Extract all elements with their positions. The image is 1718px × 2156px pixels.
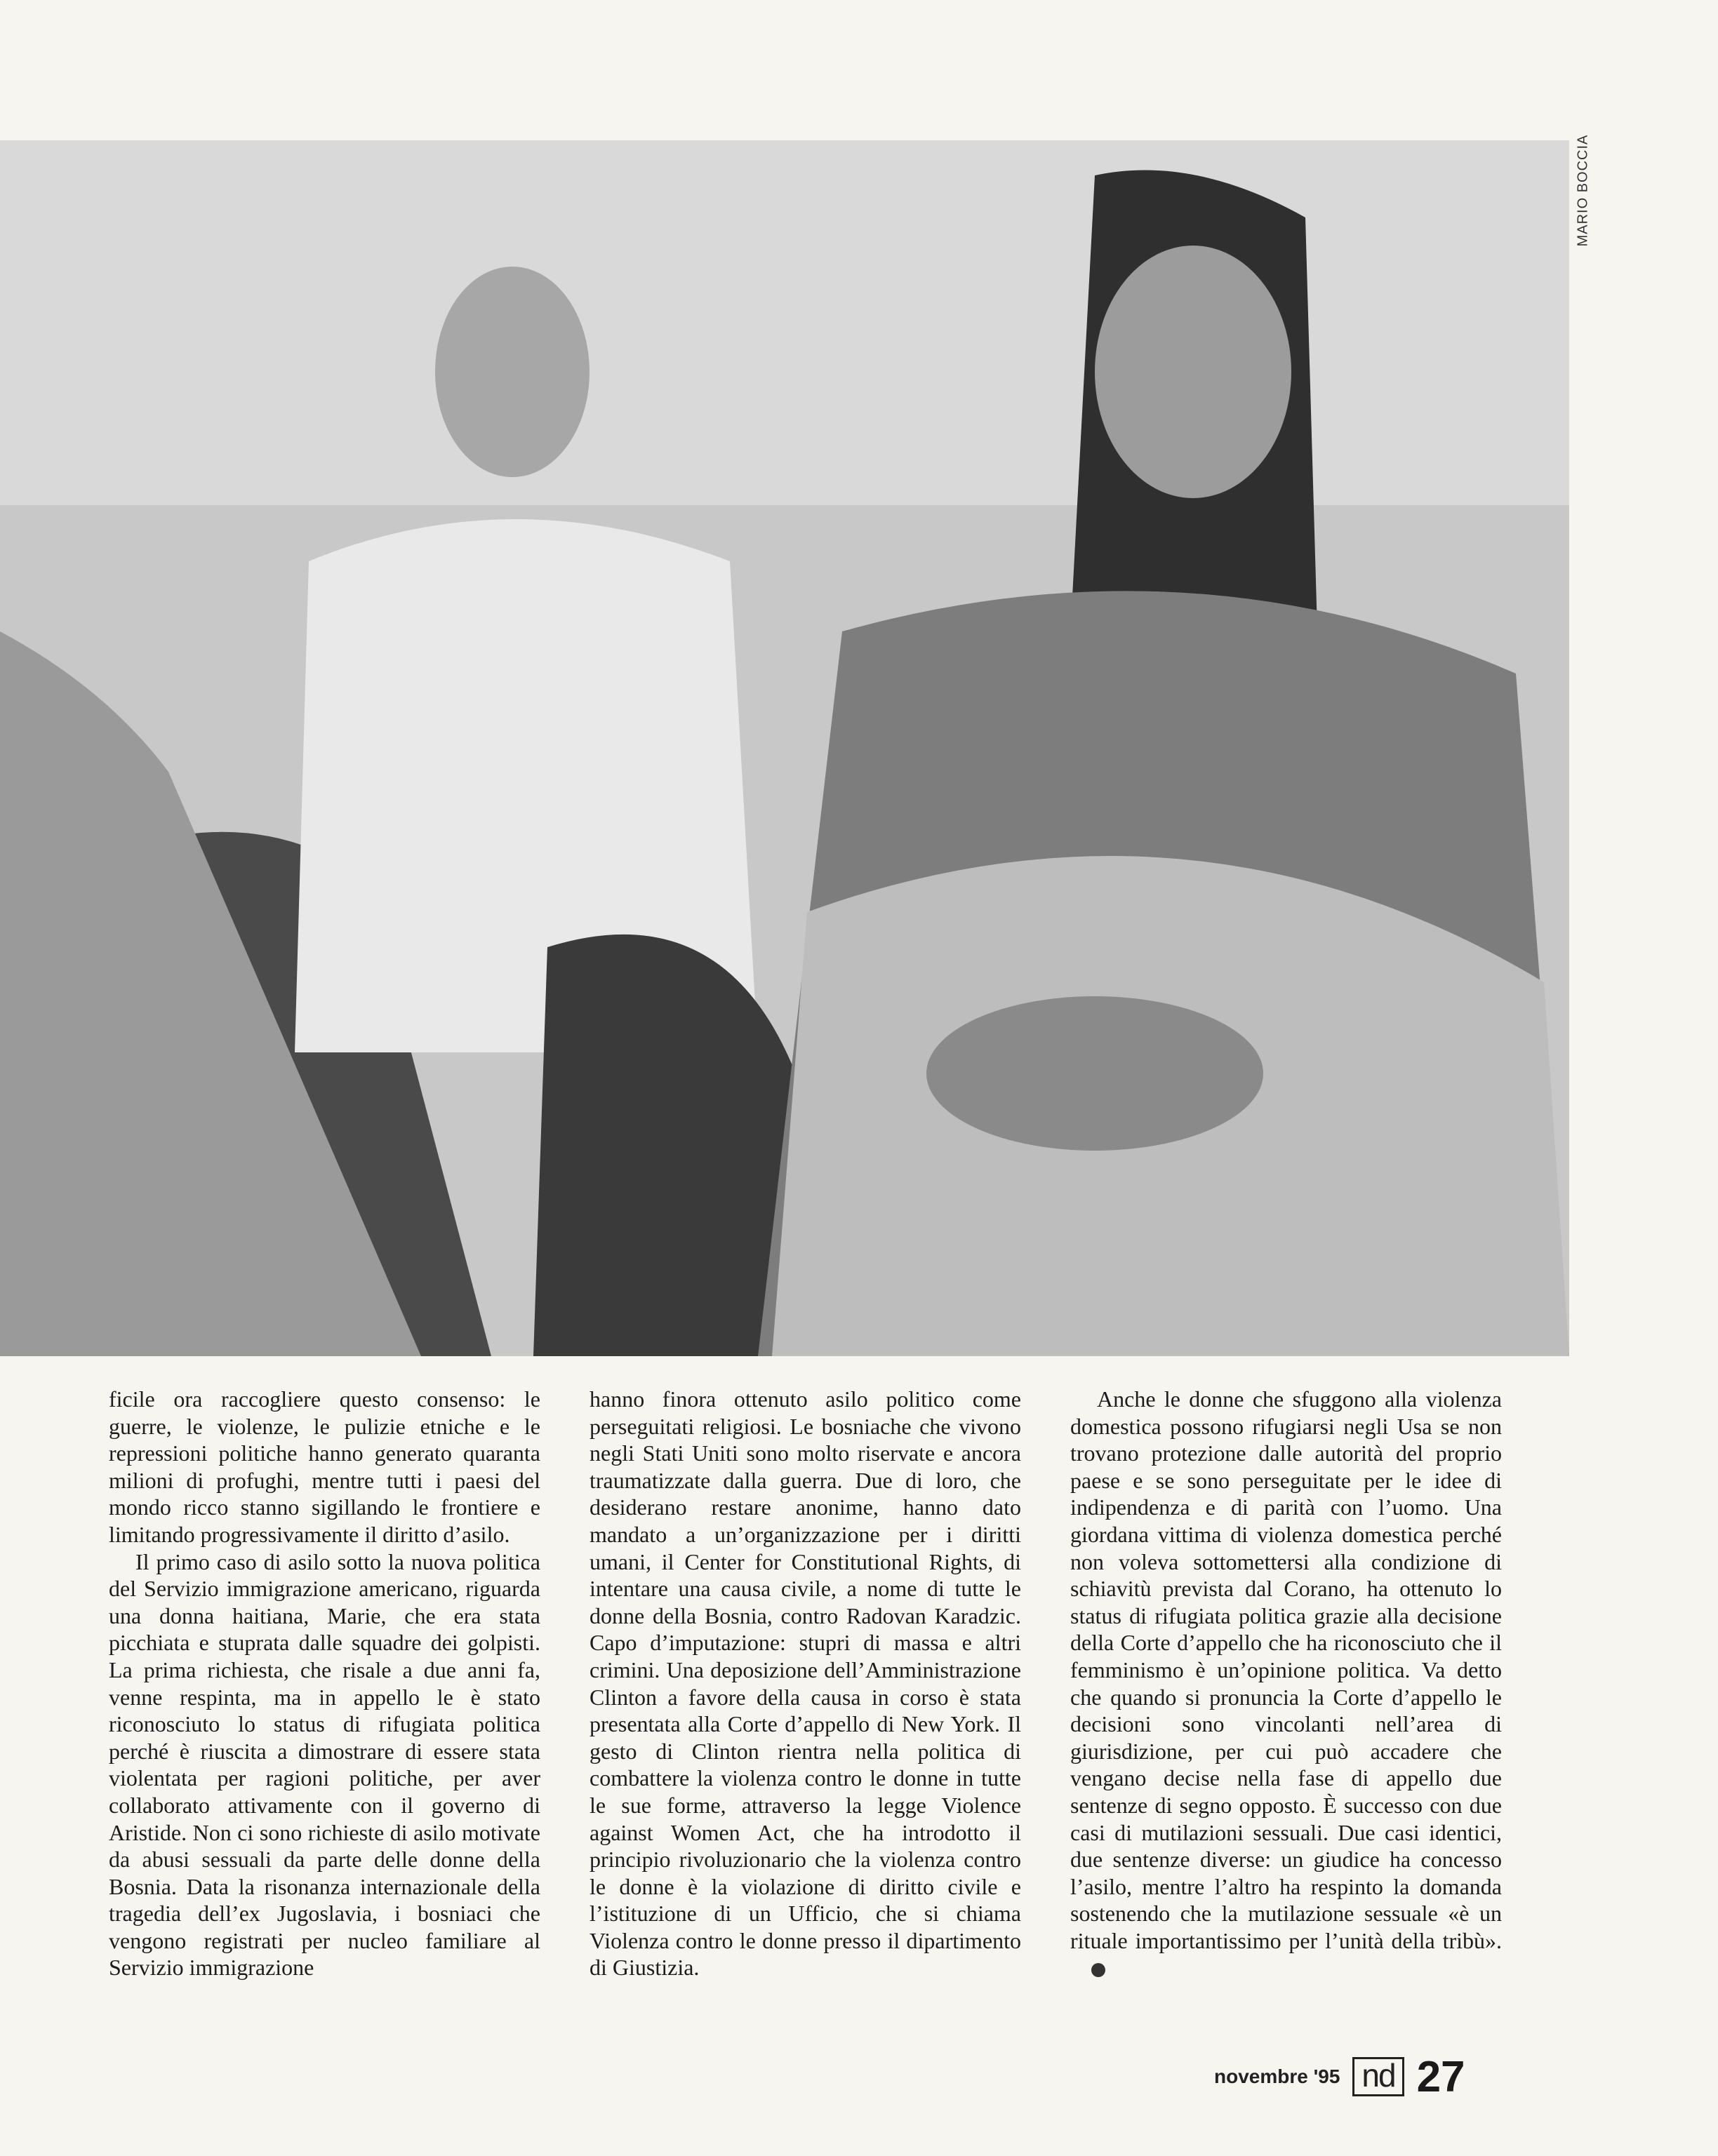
magazine-logo: nd [1352,2057,1404,2096]
page-footer [1214,2052,1509,2101]
issue-date: novembre '95 [1214,2065,1340,2087]
end-of-article-bullet-icon [1091,1963,1105,1977]
paragraph: hanno finora ottenuto asilo politico come perseguitati religiosi. Le bosniache che vivono negli Stati Uniti sono molto riservate e ancora traumatizzate dalla guerra. Due di loro, che desiderano restare anonime, hanno dato mandato a un’organizzazione per i diritti umani, il Center for Constitutional Rights, di intentare una causa civile, a nome di tutte le donne della Bosnia, contro Radovan Karadzic. Capo d’imputazione: stupri di massa e altri crimini. Una deposizione dell’Amministrazione Clinton a favore della causa in corso è stata presentata alla Corte d’appello di New York. Il gesto di Clinton rientra nella politica di combattere la violenza contro le donne in tutte le sue forme, attraverso la legge Violence against Women Act, che ha introdotto il principio rivoluzionario che la violenza contro le donne è la violazione di diritto civile e l’istituzione di un Ufficio, che si chiama Violenza contro le donne presso il dipartimento di Giustizia. [590,1386,1021,1981]
photo-credit-text: MARIO BOCCIA [1575,134,1591,247]
page-number: 27 [1416,2052,1465,2101]
photo-illustration [0,140,1569,1356]
paragraph-text: Anche le donne che sfuggono alla violenza domestica possono rifugiarsi negli Usa se non trovano protezione dalle autorità del proprio paese e se sono perseguitate per le idee di indipendenza e di parità con l’uomo. Una giordana vittima di violenza domestica perché non voleva sottomettersi alla condizione di schiavitù prevista dal Corano, ha ottenuto lo status di rifugiata politica grazie alla decisione della Corte d’appello che ha riconosciuto che il femminismo è un’opinione politica. Va detto che quando si pronuncia la Corte d’appello le decisioni sono vincolanti nell’area di giurisdizione, per cui può accadere che vengano decise nella fase di appello due sentenze di segno opposto. È successo con due casi di mutilazioni sessuali. Due casi identici, due sentenze diverse: un giudice ha concesso l’asilo, mentre l’altro ha respinto la domanda sostenendo che la mutilazione sessuale «è un rituale importantissimo per l’unità della tribù». [1070,1386,1502,1953]
photo-refugee-women [0,140,1569,1356]
column-2 [590,1386,1021,1989]
paragraph: Il primo caso di asilo sotto la nuova politica del Servizio immigrazione americano, riguarda una donna haitiana, Marie, che era stata picchiata e stuprata dalle squadre dei golpisti. La prima richiesta, che risale a due anni fa, venne respinta, ma in appello le è stato riconosciuto lo status di rifugiata politica perché è riuscita a dimostrare di essere stata violentata per ragioni politiche, per aver collaborato attivamente con il governo di Aristide. Non ci sono richieste di asilo motivate da abusi sessuali da parte delle donne della Bosnia. Data la risonanza internazionale della tragedia dell’ex Jugoslavia, i bosniaci che vengono registrati per nucleo familiare al Servizio immigrazione [109,1548,540,1981]
column-3 [1070,1386,1502,1989]
photo-credit [1569,126,1597,260]
paragraph: ficile ora raccogliere questo consenso: le guerre, le violenze, le pulizie etniche e le repressioni politiche hanno generato quaranta milioni di profughi, mentre tutti i paesi del mondo ricco stanno sigillando le frontiere e limitando progressivamente il diritto d’asilo. [109,1386,540,1547]
column-1 [109,1386,540,1989]
paragraph [1070,1386,1502,1981]
article-body [109,1386,1502,1989]
